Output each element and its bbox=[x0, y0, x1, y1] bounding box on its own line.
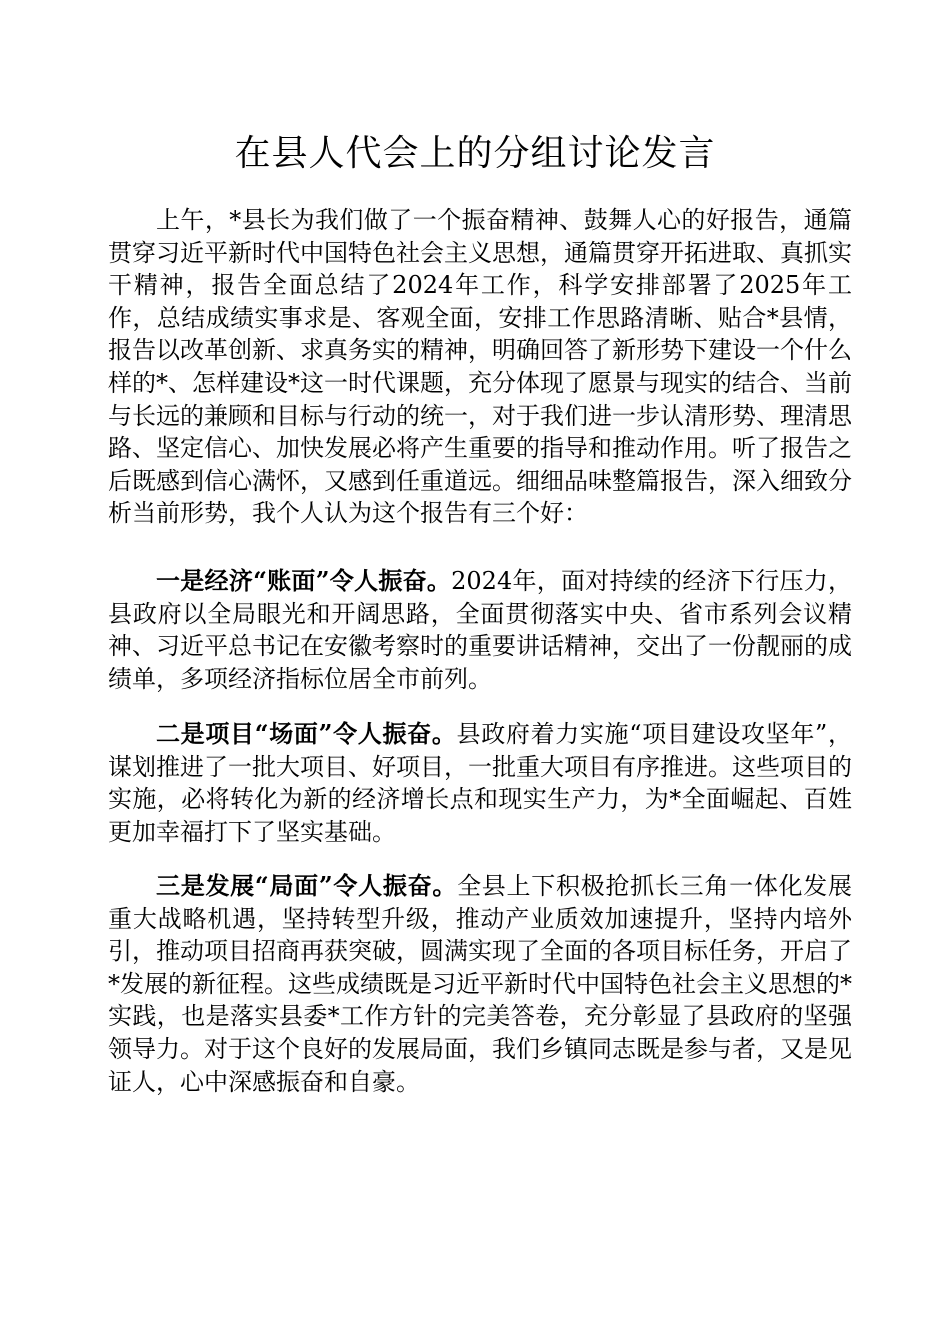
paragraph-text: 上午，*县长为我们做了一个振奋精神、鼓舞人心的好报告，通篇贯穿习近平新时代中国特色社会主义思想，通篇贯穿开拓进取、真抓实干精神，报告全面总结了2024年工作，科学安排部署了2025年工作，总结成绩实事求是、客观全面，安排工作思路清晰、贴合*县情，报告以改革创新、求真务实的精神，明确回答了新形势下建设一个什么样的*、怎样建设*这一时代课题，充分体现了愿景与现实的结合、当前与长远的兼顾和目标与行动的统一，对于我们进一步认清形势、理清思路、坚定信心、加快发展必将产生重要的指导和推动作用。听了报告之后既感到信心满怀，又感到任重道远。细细品味整篇报告，深入细致分析当前形势，我个人认为这个报告有三个好： bbox=[108, 206, 852, 528]
paragraph-development bbox=[108, 870, 852, 1098]
paragraph-lead: 三是发展“局面”令人振奋。 bbox=[156, 871, 458, 900]
paragraph-projects bbox=[108, 718, 852, 848]
paragraph-lead: 二是项目“场面”令人振奋。 bbox=[156, 719, 457, 748]
document-title: 在县人代会上的分组讨论发言 bbox=[234, 133, 716, 174]
paragraph-intro bbox=[108, 204, 852, 530]
paragraph-text: 县政府着力实施“项目建设攻坚年”，谋划推进了一批大项目、好项目，一批重大项目有序推进。这些项目的实施，必将转化为新的经济增长点和现实生产力，为*全面崛起、百姓更加幸福打下了坚实基础。 bbox=[108, 720, 853, 846]
paragraph-economy bbox=[108, 565, 852, 695]
paragraph-text: 2024年，面对持续的经济下行压力，县政府以全局眼光和开阔思路，全面贯彻落实中央、省市系列会议精神、习近平总书记在安徽考察时的重要讲话精神，交出了一份靓丽的成绩单，多项经济指标位居全市前列。 bbox=[108, 567, 853, 693]
paragraph-lead: 一是经济“账面”令人振奋。 bbox=[156, 566, 452, 595]
paragraph-text: 全县上下积极抢抓长三角一体化发展重大战略机遇，坚持转型升级，推动产业质效加速提升，坚持内培外引，推动项目招商再获突破，圆满实现了全面的各项目标任务，开启了*发展的新征程。这些成绩既是习近平新时代中国特色社会主义思想的*实践，也是落实县委*工作方针的完美答卷，充分彰显了县政府的坚强领导力。对于这个良好的发展局面，我们乡镇同志既是参与者，又是见证人，心中深感振奋和自豪。 bbox=[108, 872, 853, 1096]
